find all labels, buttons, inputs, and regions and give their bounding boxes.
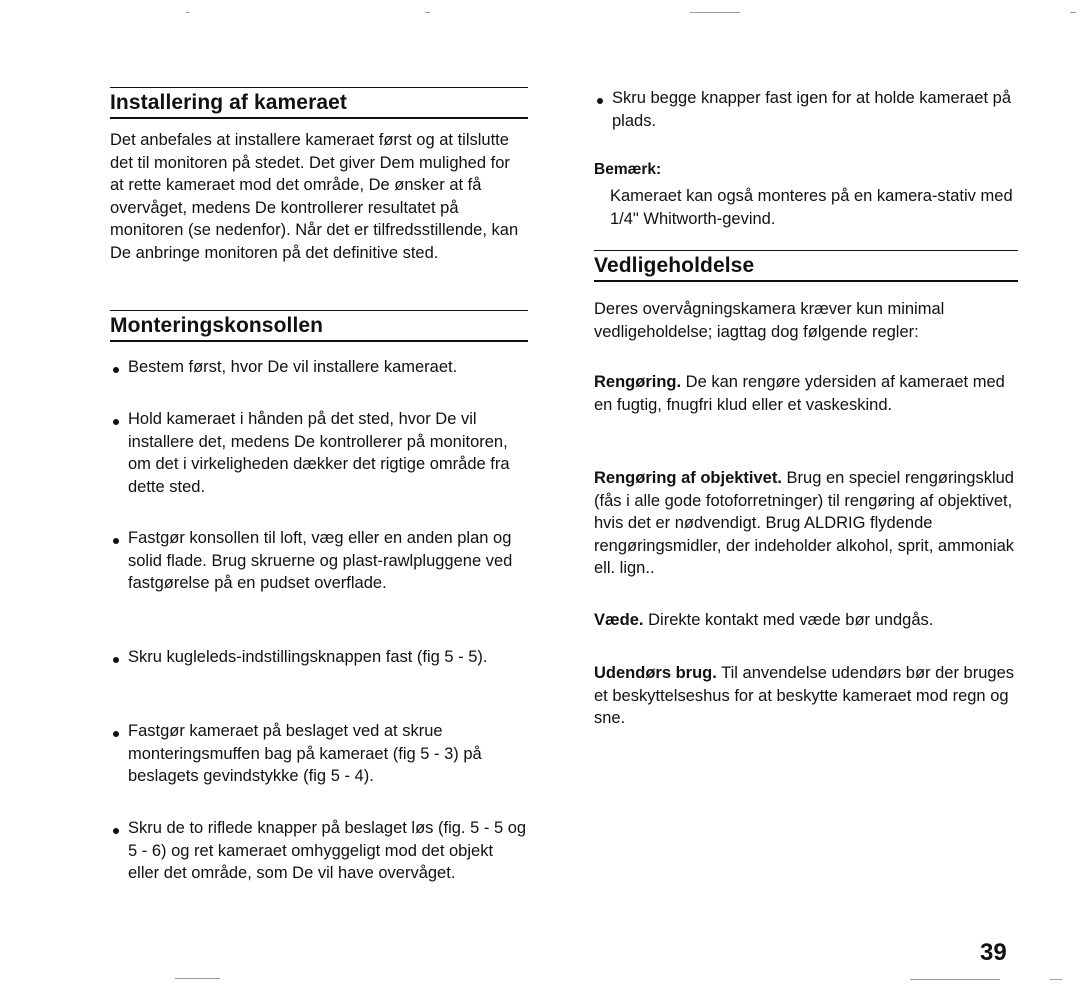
list-item-text: Skru begge knapper fast igen for at holde kameraet på plads. — [612, 89, 1012, 130]
bullet-icon — [113, 419, 119, 425]
bullet-icon — [113, 657, 119, 663]
list-item-text: Hold kameraet i hånden på det sted, hvor De vil installere det, medens De kontrollerer på monitoren, om det i virkeligheden dækker det rigtige område fra dette sted. — [128, 410, 510, 496]
bullet-icon — [113, 731, 119, 737]
section-heading-maintenance: Vedligeholdelse — [594, 250, 1018, 282]
maintenance-item-lead: Rengøring af objektivet. — [594, 469, 782, 487]
list-item — [110, 646, 528, 669]
list-item — [110, 817, 528, 885]
list-item-text: Bestem først, hvor De vil installere kameraet. — [128, 358, 458, 376]
scan-artifact — [910, 979, 1000, 980]
note-body: Kameraet kan også monteres på en kamera-stativ med 1/4" Whitworth-gevind. — [610, 187, 1013, 228]
maintenance-item-lead: Udendørs brug. — [594, 664, 717, 682]
section-heading-mounting-bracket: Monteringskonsollen — [110, 310, 528, 342]
scan-artifact — [690, 12, 740, 13]
list-item — [110, 356, 528, 379]
maintenance-item-outdoor — [594, 662, 1018, 730]
installation-paragraph: Det anbefales at installere kameraet først og at tilslutte det til monitoren på stedet. Det giver Dem mulighed for at rette kameraet mod det område, De ønsker at få overvåget, medens De kontrollerer resultatet på monitoren (se nedenfor). Når det er tilfredsstillende, kan De anbringe monitoren på det definitive sted. — [110, 131, 519, 262]
maintenance-item-lead: Rengøring. — [594, 373, 682, 391]
bullet-icon — [597, 98, 603, 104]
list-item — [110, 527, 528, 595]
page-number: 39 — [980, 939, 1007, 966]
maintenance-item-text: Til anvendelse udendørs bør der bruges et beskyttelseshus for at beskytte kameraet mod regn og sne. — [594, 664, 1015, 727]
scan-artifact — [1050, 979, 1062, 980]
maintenance-item-moisture — [594, 609, 1018, 632]
maintenance-item-lens — [594, 467, 1018, 580]
bullet-icon — [113, 538, 119, 544]
maintenance-item-text: De kan rengøre ydersiden af kameraet med en fugtig, fnugfri klud eller et vaskeskind. — [594, 373, 1005, 414]
maintenance-item-lead: Væde. — [594, 611, 644, 629]
list-item-text: Fastgør kameraet på beslaget ved at skrue monteringsmuffen bag på kameraet (fig 5 - 3) på beslagets gevindstykke (fig 5 - 4). — [128, 722, 482, 785]
scan-artifact — [186, 12, 189, 13]
scan-artifact — [1070, 12, 1076, 13]
list-item-text: Skru de to riflede knapper på beslaget løs (fig. 5 - 5 og 5 - 6) og ret kameraet omhyggeligt mod det objekt eller det område, som De vil have overvåget. — [128, 819, 527, 882]
maintenance-item-cleaning — [594, 371, 1018, 416]
list-item — [594, 87, 1018, 132]
section-heading-installation: Installering af kameraet — [110, 87, 528, 119]
bullet-icon — [113, 367, 119, 373]
maintenance-intro: Deres overvågningskamera kræver kun minimal vedligeholdelse; iagttag dog følgende regler: — [594, 300, 945, 341]
note-label: Bemærk: — [594, 161, 662, 178]
scan-artifact — [175, 978, 220, 979]
maintenance-item-text: Direkte kontakt med væde bør undgås. — [643, 611, 934, 629]
bullet-icon — [113, 828, 119, 834]
scan-artifact — [425, 12, 430, 13]
list-item — [110, 720, 528, 788]
list-item-text: Skru kugleleds-indstillingsknappen fast (fig 5 - 5). — [128, 648, 488, 666]
list-item — [110, 408, 528, 498]
list-item-text: Fastgør konsollen til loft, væg eller en anden plan og solid flade. Brug skruerne og plast-rawlpluggene ved fastgørelse på en pudset overflade. — [128, 529, 513, 592]
maintenance-item-text: Brug en speciel rengøringsklud (fås i alle gode fotoforretninger) til rengøring af objektivet, hvis det er nødvendigt. Brug ALDRIG flydende rengøringsmidler, der indeholder alkohol, sprit, ammoniak ell. lign.. — [594, 469, 1015, 577]
